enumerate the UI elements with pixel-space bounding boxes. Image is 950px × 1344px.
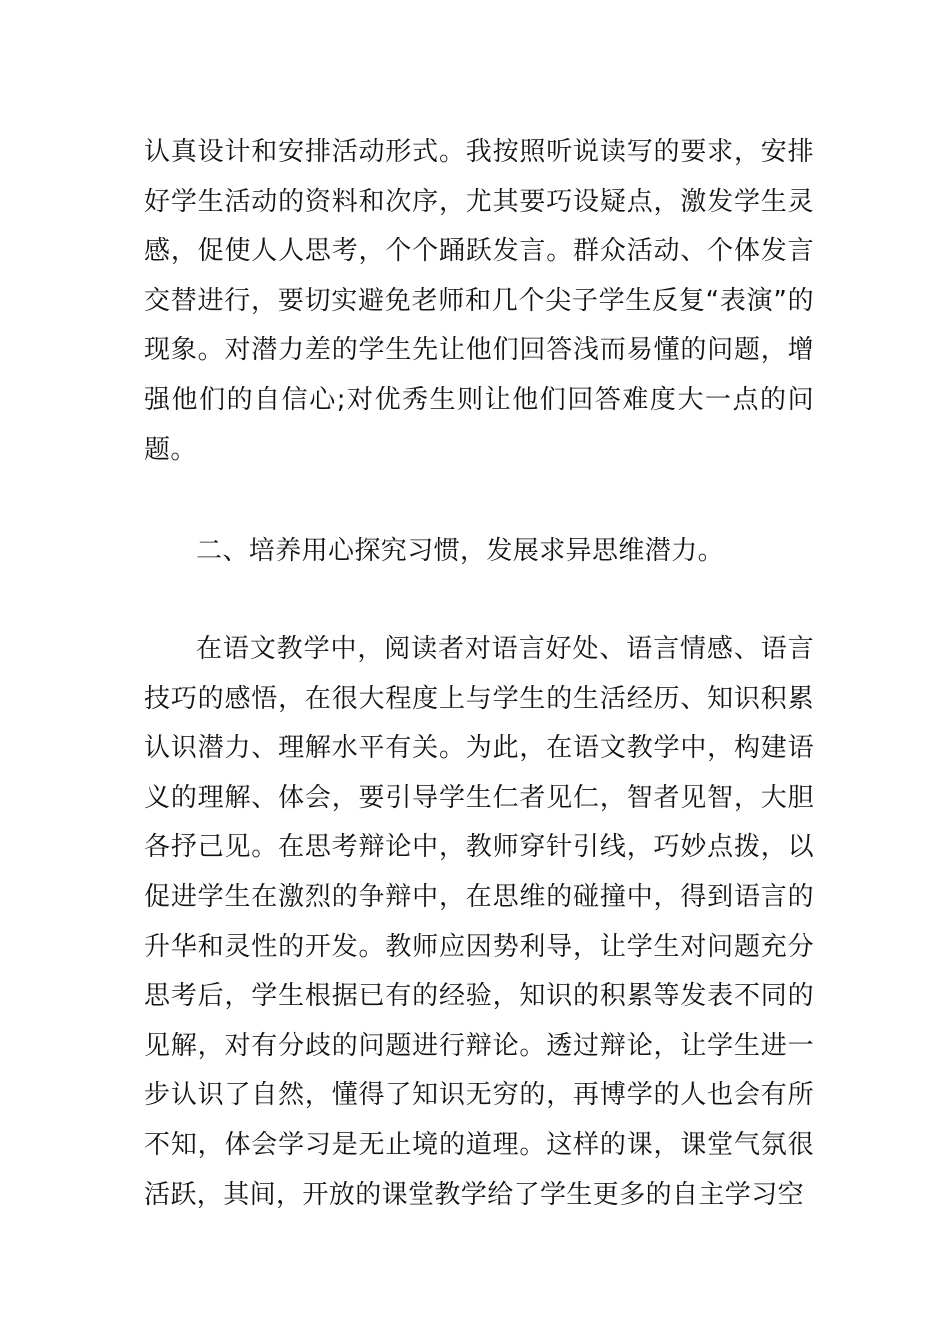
body-paragraph: 在语文教学中，阅读者对语言好处、语言情感、语言技巧的感悟，在很大程度上与学生的生活经历、知识积累认识潜力、理解水平有关。为此，在语文教学中，构建语义的理解、体会，要引导学生仁者见仁，智者见智，大胆各抒己见。在思考辩论中，教师穿针引线，巧妙点拨，以促进学生在激烈的争辩中，在思维的碰撞中，得到语言的升华和灵性的开发。教师应因势利导，让学生对问题充分思考后，学生根据已有的经验，知识的积累等发表不同的见解，对有分歧的问题进行辩论。透过辩论，让学生进一步认识了自然，懂得了知识无穷的，再博学的人也会有所不知，体会学习是无止境的道理。这样的课，课堂气氛很活跃，其间，开放的课堂教学给了学生更多的自主学习空 bbox=[144, 634, 814, 1210]
section-heading: 二、培养用心探究习惯，发展求异思维潜力。 bbox=[196, 536, 725, 566]
body-paragraph: 认真设计和安排活动形式。我按照听说读写的要求，安排好学生活动的资料和次序，尤其要巧设疑点，激发学生灵感，促使人人思考，个个踊跃发言。群众活动、个体发言交替进行，要切实避免老师和几个尖子学生反复“表演”的现象。对潜力差的学生先让他们回答浅而易懂的问题，增强他们的自信心;对优秀生则让他们回答难度大一点的问题。 bbox=[144, 137, 814, 465]
